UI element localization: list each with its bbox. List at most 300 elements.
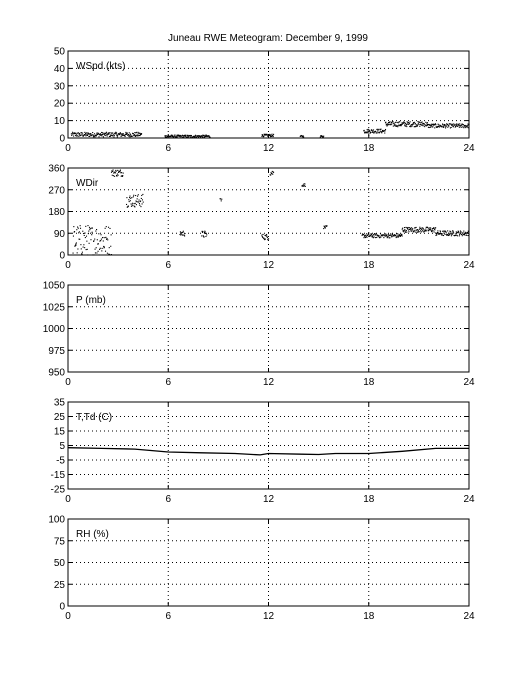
x-tick-label: 6 [165,611,172,622]
data-point [183,136,184,137]
data-point [455,126,456,127]
data-point [454,124,455,125]
data-point [98,251,99,252]
data-point [438,232,439,233]
data-point [453,123,454,124]
data-point [106,238,107,239]
data-point [92,132,93,133]
data-point [408,227,409,228]
data-point [85,133,86,134]
data-point [370,132,371,133]
data-point [100,248,101,249]
data-point [177,136,178,137]
data-point [444,234,445,235]
x-tick-label: 6 [165,260,172,271]
data-point [75,133,76,134]
data-point [369,130,370,131]
data-point [326,225,327,226]
data-point [467,232,468,233]
data-point [82,133,83,134]
data-point [96,133,97,134]
data-point [397,233,398,234]
data-point [392,236,393,237]
data-point [413,122,414,123]
data-point [416,227,417,228]
data-point [79,239,80,240]
data-point [389,237,390,238]
data-point [138,201,139,202]
x-tick-label: 24 [463,494,475,505]
data-point [77,226,78,227]
data-point [367,129,368,130]
data-point [82,134,83,135]
data-point [103,240,104,241]
data-point [96,247,97,248]
data-point [85,134,86,135]
data-point [203,235,204,236]
data-point [380,233,381,234]
data-point [166,135,167,136]
data-point [374,233,375,234]
data-point [272,134,273,135]
data-point [101,134,102,135]
data-point [417,125,418,126]
data-point [126,197,127,198]
data-point [127,133,128,134]
data-point [102,248,103,249]
data-point [195,135,196,136]
y-tick-label: 10 [53,116,65,128]
data-point [129,196,130,197]
x-tick-label: 24 [463,611,475,622]
data-point [142,203,143,204]
data-point [110,254,111,255]
y-tick-label: 30 [53,81,65,93]
data-point [437,230,438,231]
data-point [461,234,462,235]
data-point [410,121,411,122]
data-point [83,247,84,248]
data-point [466,235,467,236]
data-point [109,132,110,133]
data-point [94,133,95,134]
data-point [367,132,368,133]
data-point [83,244,84,245]
data-point [435,124,436,125]
data-point [131,206,132,207]
data-point [131,197,132,198]
data-point [120,170,121,171]
data-point [120,132,121,133]
data-point [261,235,262,236]
data-point [407,124,408,125]
data-point [94,239,95,240]
data-point [447,230,448,231]
y-tick-label: 1000 [42,324,65,335]
data-point [142,199,143,200]
data-point [455,233,456,234]
data-point [443,127,444,128]
x-tick-label: 12 [262,494,275,505]
data-point [303,184,304,185]
data-point [366,237,367,238]
data-point [419,227,420,228]
data-point [141,133,142,134]
data-point [182,235,183,236]
data-point [108,227,109,228]
data-point [185,135,186,136]
data-point [468,231,469,232]
data-point [84,232,85,233]
data-point [375,237,376,238]
data-point [95,230,96,231]
data-point [90,133,91,134]
data-point [389,124,390,125]
data-point [77,252,78,253]
data-point [78,232,79,233]
data-point [84,132,85,133]
data-point [463,124,464,125]
data-point [428,228,429,229]
y-tick-label: 975 [48,345,65,357]
y-tick-label: 5 [59,441,65,452]
data-point [446,125,447,126]
data-point [411,231,412,232]
x-tick-label: 6 [165,143,172,154]
data-point [406,124,407,125]
data-point [384,132,385,133]
data-point [78,136,79,137]
data-point [93,254,94,255]
x-tick-label: 0 [65,143,71,154]
data-point [89,227,90,228]
data-point [141,195,142,196]
data-point [113,136,114,137]
data-point [135,135,136,136]
data-point [114,135,115,136]
data-point [136,201,137,202]
data-point [78,132,79,133]
data-point [435,227,436,228]
data-point [86,249,87,250]
y-tick-label: 25 [53,412,65,423]
data-point [415,123,416,124]
data-point [402,124,403,125]
data-point [439,233,440,234]
data-point [84,247,85,248]
data-point [134,203,135,204]
data-point [134,132,135,133]
x-tick-label: 6 [165,494,172,505]
data-point [433,227,434,228]
data-point [107,239,108,240]
data-point [135,195,136,196]
data-point [421,229,422,230]
data-point [85,226,86,227]
data-point [458,231,459,232]
data-point [426,230,427,231]
data-point [135,136,136,137]
data-point [437,233,438,234]
chart-panel-1 [54,47,475,155]
data-point [132,203,133,204]
data-point [421,125,422,126]
data-point [365,235,366,236]
data-point [420,230,421,231]
data-point [450,123,451,124]
data-point [135,203,136,204]
data-point [85,237,86,238]
data-point [98,233,99,234]
data-point [131,203,132,204]
data-point [431,231,432,232]
data-point [99,249,100,250]
data-point [445,127,446,128]
data-point [206,234,207,235]
data-point [86,241,87,242]
data-point [410,126,411,127]
data-point [105,228,106,229]
data-point [385,122,386,123]
data-point [396,237,397,238]
data-point [103,136,104,137]
data-point [122,133,123,134]
data-point [442,235,443,236]
data-point [273,172,274,173]
y-tick-label: 75 [53,536,65,548]
data-point [137,134,138,135]
data-point [116,134,117,135]
y-tick-label: -5 [56,455,65,467]
data-point [439,126,440,127]
data-point [422,121,423,122]
data-point [430,228,431,229]
y-tick-label: 90 [53,228,65,240]
x-tick-label: 0 [65,494,71,505]
data-point [113,169,114,170]
data-point [423,229,424,230]
data-point [396,233,397,234]
data-point [384,234,385,235]
data-point [89,229,90,230]
panel-label: WSpd (kts) [76,61,126,72]
data-point [205,231,206,232]
data-point [451,233,452,234]
data-point [91,228,92,229]
data-point [205,135,206,136]
data-point [132,205,133,206]
data-point [84,235,85,236]
data-point [112,171,113,172]
data-point [130,135,131,136]
data-point [129,132,130,133]
data-point [143,202,144,203]
data-point [81,253,82,254]
data-point [136,204,137,205]
data-point [377,130,378,131]
data-point [90,233,91,234]
y-tick-label: 1025 [42,302,65,314]
data-point [187,135,188,136]
data-point [272,174,273,175]
data-point [323,136,324,137]
data-point [421,231,422,232]
data-point [448,125,449,126]
data-point [453,233,454,234]
data-point [87,254,88,255]
data-point [80,135,81,136]
y-tick-label: -15 [50,470,65,481]
data-point [419,124,420,125]
data-point [79,133,80,134]
data-point [164,135,165,136]
data-point [405,227,406,228]
data-point [415,232,416,233]
data-point [71,135,72,136]
data-point [112,133,113,134]
data-point [141,198,142,199]
data-point [138,132,139,133]
y-tick-label: -25 [50,484,65,496]
data-point [101,250,102,251]
data-point [101,132,102,133]
data-point [417,124,418,125]
data-point [265,239,266,240]
data-point [467,125,468,126]
data-point [109,228,110,229]
data-point [101,135,102,136]
data-point [303,136,304,137]
data-point [96,135,97,136]
data-point [392,121,393,122]
data-point [73,226,74,227]
data-point [121,172,122,173]
data-point [397,126,398,127]
data-point [205,236,206,237]
data-point [74,231,75,232]
y-tick-label: 360 [48,163,65,175]
data-point [128,134,129,135]
data-point [80,225,81,226]
data-point [139,205,140,206]
data-point [117,173,118,174]
chart-panels [43,47,475,623]
data-point [363,237,364,238]
data-point [425,122,426,123]
y-tick-label: 50 [53,46,65,58]
panel-label: T,Td (C) [76,412,113,423]
data-point [110,135,111,136]
data-point [379,132,380,133]
data-point [186,136,187,137]
y-tick-label: 950 [48,367,65,379]
data-point [448,233,449,234]
data-point [202,137,203,138]
data-point [107,135,108,136]
x-tick-label: 12 [262,611,275,622]
x-tick-label: 24 [463,143,475,154]
data-point [455,235,456,236]
data-point [139,133,140,134]
data-point [88,233,89,234]
data-point [140,135,141,136]
data-point [305,186,306,187]
data-point [183,231,184,232]
x-tick-label: 12 [262,377,275,388]
data-point [91,234,92,235]
data-point [435,123,436,124]
data-point [133,133,134,134]
data-point [385,129,386,130]
x-tick-label: 0 [65,377,71,388]
data-point [423,125,424,126]
data-point [409,123,410,124]
data-point [76,229,77,230]
data-point [208,135,209,136]
data-point [86,134,87,135]
data-point [445,124,446,125]
data-point [412,228,413,229]
data-point [94,254,95,255]
x-tick-label: 18 [363,377,375,388]
data-point [78,228,79,229]
data-point [368,233,369,234]
x-tick-label: 18 [363,611,375,622]
data-point [405,231,406,232]
data-point [462,232,463,233]
data-point [87,133,88,134]
data-point [73,236,74,237]
data-point [93,240,94,241]
data-point [427,227,428,228]
data-point [172,135,173,136]
x-tick-label: 0 [65,260,71,271]
data-point [101,239,102,240]
data-point [368,132,369,133]
x-tick-label: 12 [262,260,275,271]
data-point [137,196,138,197]
data-point [90,228,91,229]
data-point [90,239,91,240]
data-point [270,175,271,176]
data-point [100,240,101,241]
data-point [174,136,175,137]
data-point [443,231,444,232]
data-point [200,137,201,138]
y-tick-label: 50 [53,558,65,569]
data-point [140,201,141,202]
data-point [409,227,410,228]
data-point [383,237,384,238]
data-point [388,122,389,123]
data-point [451,235,452,236]
data-point [140,206,141,207]
data-point [111,234,112,235]
data-point [369,131,370,132]
data-point [87,225,88,226]
data-point [380,129,381,130]
data-point [381,132,382,133]
data-point [184,235,185,236]
data-point [390,235,391,236]
data-point [389,121,390,122]
data-point [77,135,78,136]
data-point [467,127,468,128]
data-point [202,232,203,233]
data-point [120,171,121,172]
data-point [97,239,98,240]
y-tick-label: 25 [53,579,65,591]
